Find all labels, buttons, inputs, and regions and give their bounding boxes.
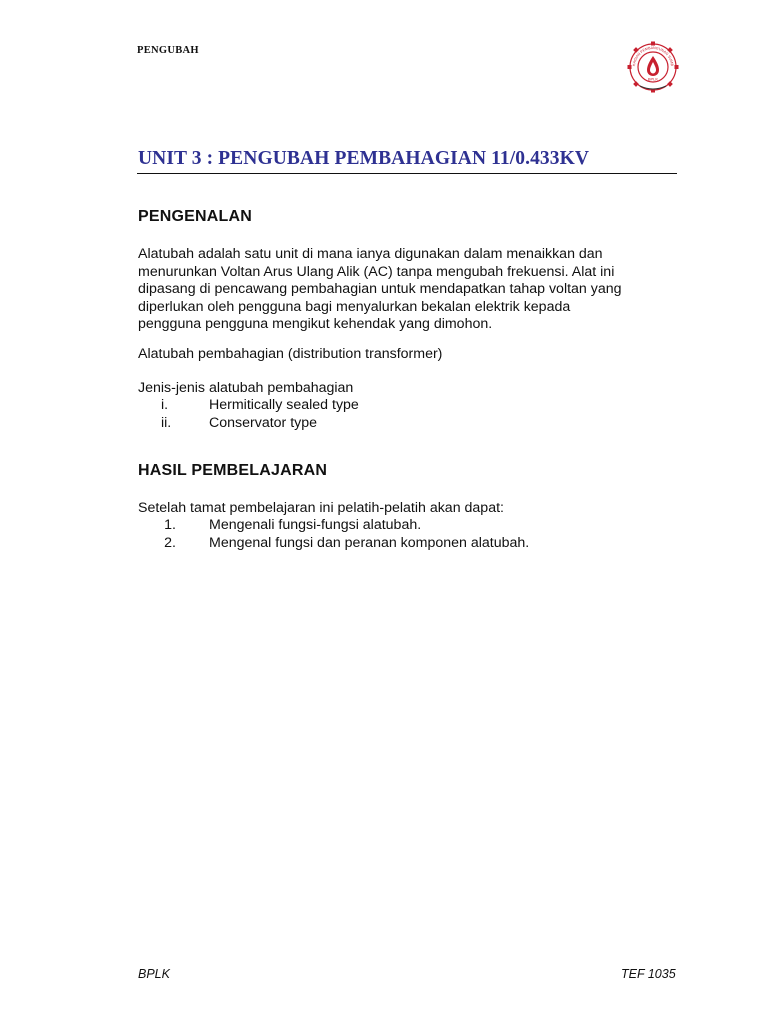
intro-paragraph xyxy=(138,246,683,334)
list-text: Hermitically sealed type xyxy=(209,397,359,413)
list-text: Mengenal fungsi dan peranan komponen alatubah. xyxy=(209,534,530,551)
intro-line: diperlukan oleh pengguna bagi menyalurkan bekalan elektrik kepada xyxy=(138,298,571,315)
list-item xyxy=(138,535,683,553)
logo-ring-text: HAGIAN PEMBANGUNAN SUMB xyxy=(631,45,674,67)
page-header-label: PENGUBAH xyxy=(137,45,199,56)
footer-left: BPLK xyxy=(138,967,170,981)
footer-right: TEF 1035 xyxy=(621,967,676,981)
list-item xyxy=(138,517,683,535)
outcomes-list xyxy=(138,517,683,552)
list-marker: i. xyxy=(161,397,169,413)
distribution-line: Alatubah pembahagian (distribution transformer) xyxy=(138,346,443,362)
types-list xyxy=(138,397,683,432)
section-heading-intro: PENGENALAN xyxy=(138,208,253,225)
list-text: Conservator type xyxy=(209,414,318,431)
list-item xyxy=(138,397,683,415)
list-marker: ii. xyxy=(161,414,172,431)
list-item xyxy=(138,415,683,433)
outcomes-intro: Setelah tamat pembelajaran ini pelatih-pelatih akan dapat: xyxy=(138,500,504,516)
types-heading: Jenis-jenis alatubah pembahagian xyxy=(138,380,354,396)
list-marker: 2. xyxy=(164,534,176,551)
list-marker: 1. xyxy=(164,517,176,533)
intro-line: pengguna pengguna mengikut kehendak yang dimohon. xyxy=(138,316,493,332)
intro-line: Alatubah adalah satu unit di mana ianya digunakan dalam menaikkan dan xyxy=(138,246,603,262)
list-text: Mengenali fungsi-fungsi alatubah. xyxy=(209,517,422,533)
logo-center-text: BPLK xyxy=(647,76,659,82)
section-heading-outcomes: HASIL PEMBELAJARAN xyxy=(138,462,328,479)
unit-title: UNIT 3 : PENGUBAH PEMBAHAGIAN 11/0.433KV xyxy=(138,148,590,169)
intro-line: dipasang di pencawang pembahagian untuk mendapatkan tahap voltan yang xyxy=(138,281,622,297)
title-divider xyxy=(137,173,677,174)
institution-logo xyxy=(626,40,680,94)
intro-line: menurunkan Voltan Arus Ulang Alik (AC) tanpa mengubah frekuensi. Alat ini xyxy=(138,263,615,280)
